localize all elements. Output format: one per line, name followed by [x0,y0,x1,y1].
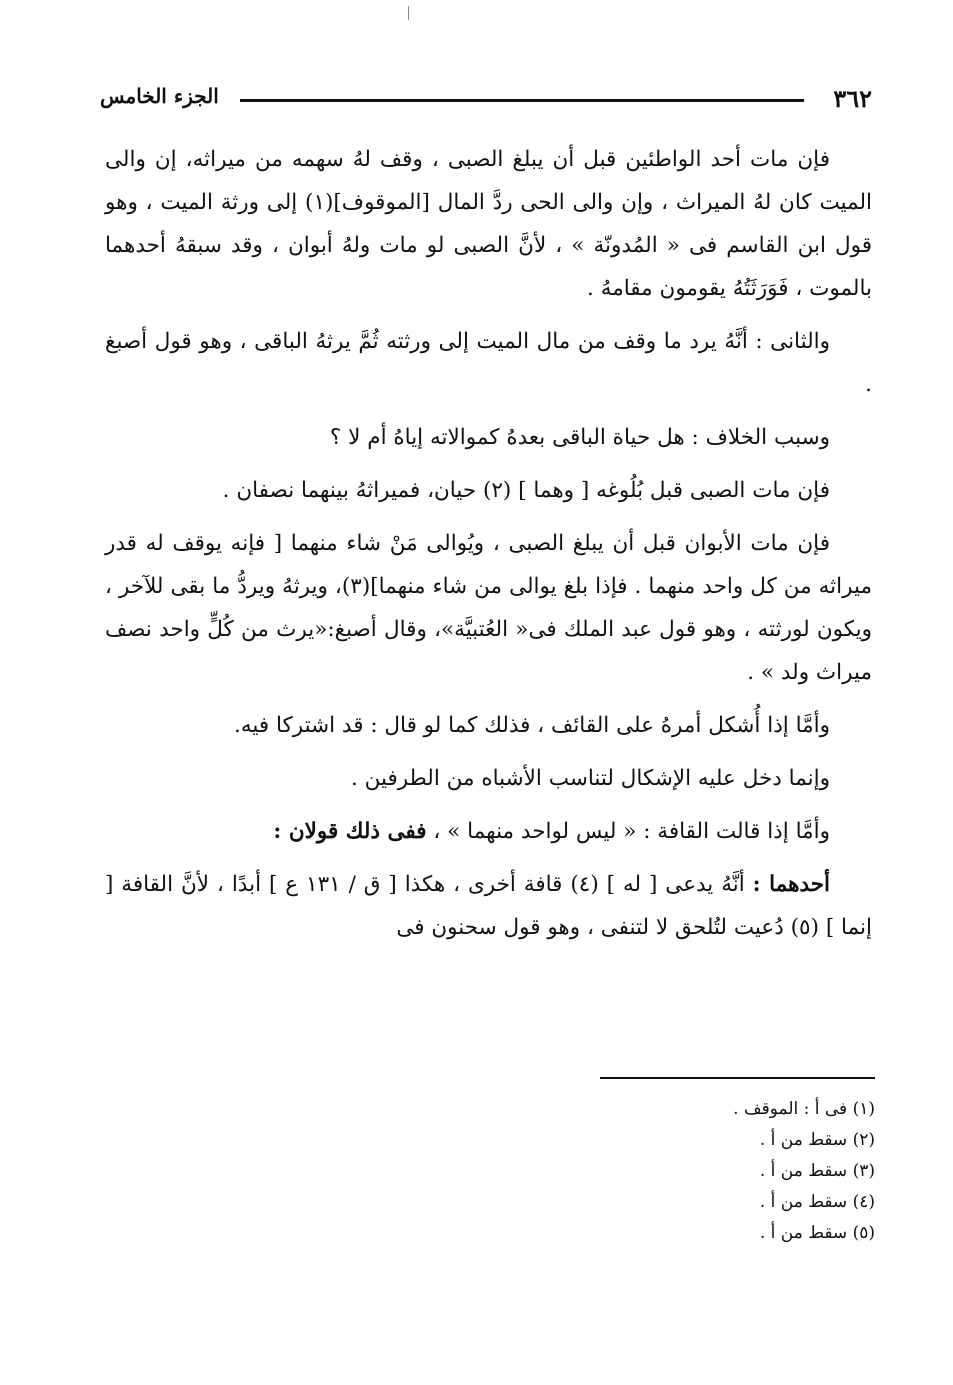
paragraph: وسبب الخلاف : هل حياة الباقى بعدهُ كموالاته إياهُ أم لا ؟ [329,425,830,450]
paragraph: فإن مات الصبى قبل بُلُوغه [ وهما ] (٢) حيان، فميراثهُ بينهما نصفان . [222,478,830,503]
paragraph-text: أنَّهُ يدعى [ له ] (٤) قافة أخرى ، هكذا [ ق / ١٣١ ع ] أبدًا ، لأنَّ القافة [ إنما ] (٥) دُعيت لتُلحق لا لتنفى ، وهو قول سحنون فى [105,872,872,940]
footnote: (١) فى أ : الموقف . [733,1099,875,1119]
footnote: (٢) سقط من أ . [759,1130,875,1150]
footnotes [600,1094,875,1249]
paragraph: وأمَّا إذا أُشكل أمرهُ على القائف ، فذلك كما لو قال : قد اشتركا فيه. [234,713,830,738]
paragraph-bold-text: أحدهما : [752,872,831,897]
paragraph [105,863,872,949]
paragraph: والثانى : أنَّهُ يرد ما وقف من مال الميت إلى ورثته ثُمَّ يرثهُ الباقى ، وهو قول أصبغ . [105,329,872,397]
paragraph-text: وأمَّا إذا قالت القافة : « ليس لواحد منهما » ، [426,819,830,844]
footnote: (٥) سقط من أ . [759,1223,875,1243]
paragraph: فإن مات أحد الواطئين قبل أن يبلغ الصبى ، وقف لهُ سهمه من ميراثه، إن والى الميت كان لهُ الميراث ، وإن والى الحى ردَّ المال [الموقوف](١) إلى ورثة الميت ، وهو قول ابن القاسم فى « المُدونّة » ، لأنَّ الصبى لو مات ولهُ أبوان ، وقد سبقهُ أحدهما بالموت ، فَوَرَثَتُهُ يقومون مقامهُ . [105,147,872,301]
footnote: (٣) سقط من أ . [759,1161,875,1181]
paragraph: وإنما دخل عليه الإشكال لتناسب الأشباه من الطرفين . [350,766,830,791]
running-title: الجزء الخامس [100,84,219,108]
page-header [100,80,872,120]
main-text [105,138,872,959]
scan-mark [408,6,409,20]
paragraph [105,810,872,853]
footnote-rule [600,1077,875,1079]
paragraph: فإن مات الأبوان قبل أن يبلغ الصبى ، ويُوالى مَنْ شاء منهما [ فإنه يوقف له قدر ميراثه من كل واحد منهما . فإذا بلغ يوالى من شاء منهما](٣)، ويرثهُ ويردُّ ما بقى للآخر ، ويكون لورثته ، وهو قول عبد الملك فى« العُتبيَّة»، وقال أصبغ:«يرث من كُلٍّ واحد نصف ميراث ولد » . [105,531,872,685]
footnote: (٤) سقط من أ . [759,1192,875,1212]
page-number: ٣٦٢ [833,84,872,113]
paragraph-bold-text: ففى ذلك قولان : [273,819,427,844]
header-rule [240,99,804,102]
